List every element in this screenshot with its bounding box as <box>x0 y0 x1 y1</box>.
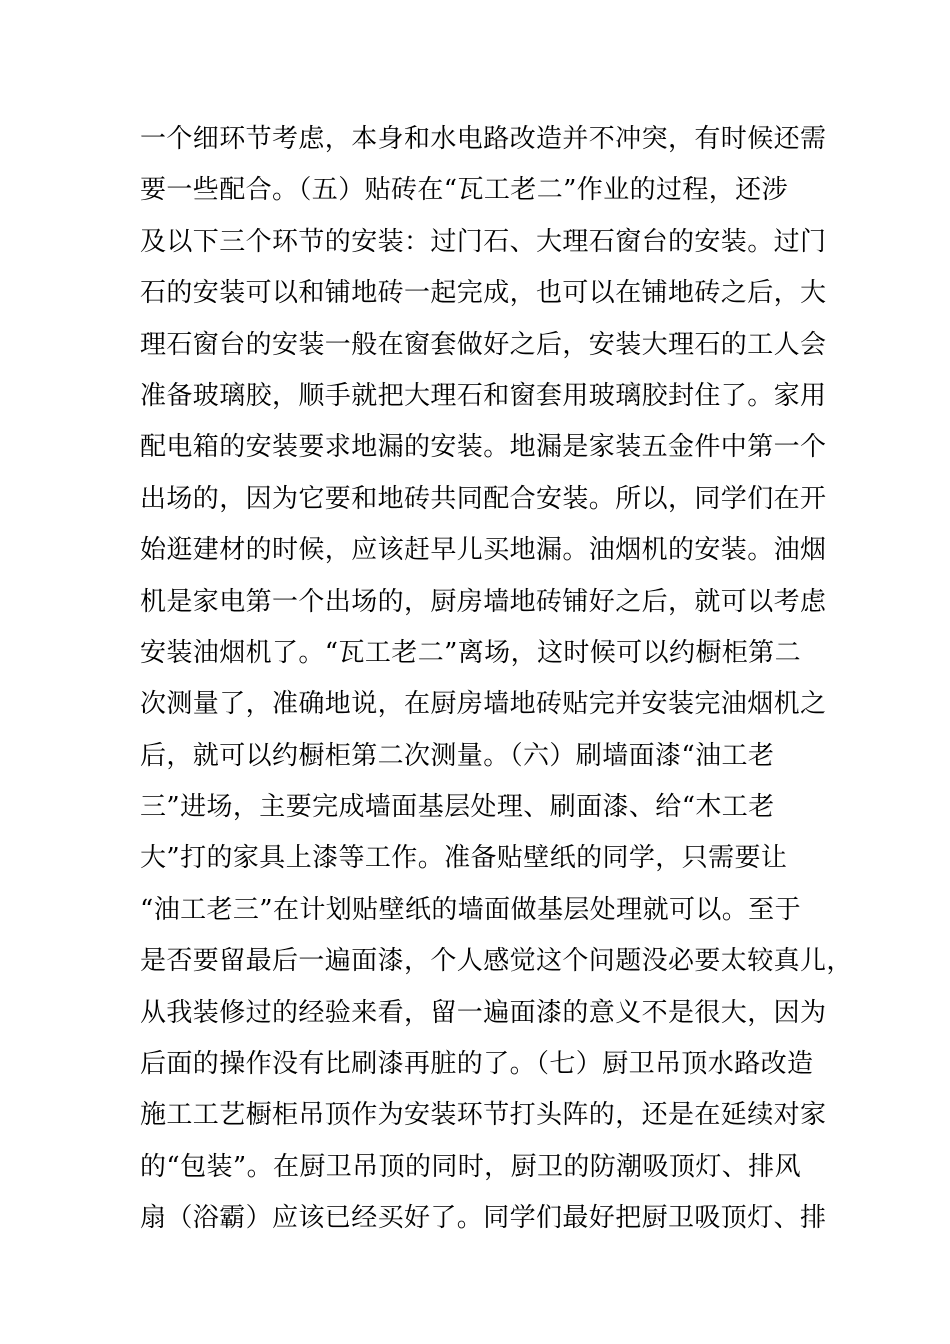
text-line: 次测量了，准确地说，在厨房墙地砖贴完并安装完油烟机之 <box>140 689 827 720</box>
text-line: 安装油烟机了。“瓦工老二”离场，这时候可以约橱柜第二 <box>140 637 801 668</box>
text-line: 及以下三个环节的安装：过门石、大理石窗台的安装。过门 <box>140 226 827 257</box>
text-line: 扇（浴霸）应该已经买好了。同学们最好把厨卫吸顶灯、排 <box>140 1203 827 1234</box>
text-line: 从我装修过的经验来看，留一遍面漆的意义不是很大，因为 <box>140 997 827 1028</box>
text-line: 准备玻璃胶，顺手就把大理石和窗套用玻璃胶封住了。家用 <box>140 380 827 411</box>
text-line: 后面的操作没有比刷漆再脏的了。（七）厨卫吊顶水路改造 <box>140 1049 814 1080</box>
text-line: 理石窗台的安装一般在窗套做好之后，安装大理石的工人会 <box>140 329 827 360</box>
text-line: 石的安装可以和铺地砖一起完成，也可以在铺地砖之后，大 <box>140 278 827 309</box>
text-line: 机是家电第一个出场的，厨房墙地砖铺好之后，就可以考虑 <box>140 586 827 617</box>
text-line: 的“包装”。在厨卫吊顶的同时，厨卫的防潮吸顶灯、排风 <box>140 1151 801 1182</box>
text-line: “油工老三”在计划贴壁纸的墙面做基层处理就可以。至于 <box>140 894 801 925</box>
text-line: 始逛建材的时候，应该赶早儿买地漏。油烟机的安装。油烟 <box>140 535 827 566</box>
text-line: 要一些配合。（五）贴砖在“瓦工老二”作业的过程，还涉 <box>140 175 788 206</box>
text-line: 出场的，因为它要和地砖共同配合安装。所以，同学们在开 <box>140 483 827 514</box>
text-line: 施工工艺橱柜吊顶作为安装环节打头阵的，还是在延续对家 <box>140 1100 827 1131</box>
text-line: 一个细环节考虑，本身和水电路改造并不冲突，有时候还需 <box>140 124 827 154</box>
text-line: 大”打的家具上漆等工作。准备贴壁纸的同学，只需要让 <box>140 843 788 874</box>
body-text <box>140 114 853 1245</box>
text-line: 配电箱的安装要求地漏的安装。地漏是家装五金件中第一个 <box>140 432 827 463</box>
text-line: 是否要留最后一遍面漆，个人感觉这个问题没必要太较真儿， <box>140 946 853 977</box>
text-line: 三”进场，主要完成墙面基层处理、刷面漆、给“木工老 <box>140 792 775 823</box>
text-line: 后，就可以约橱柜第二次测量。（六）刷墙面漆“油工老 <box>140 740 775 771</box>
